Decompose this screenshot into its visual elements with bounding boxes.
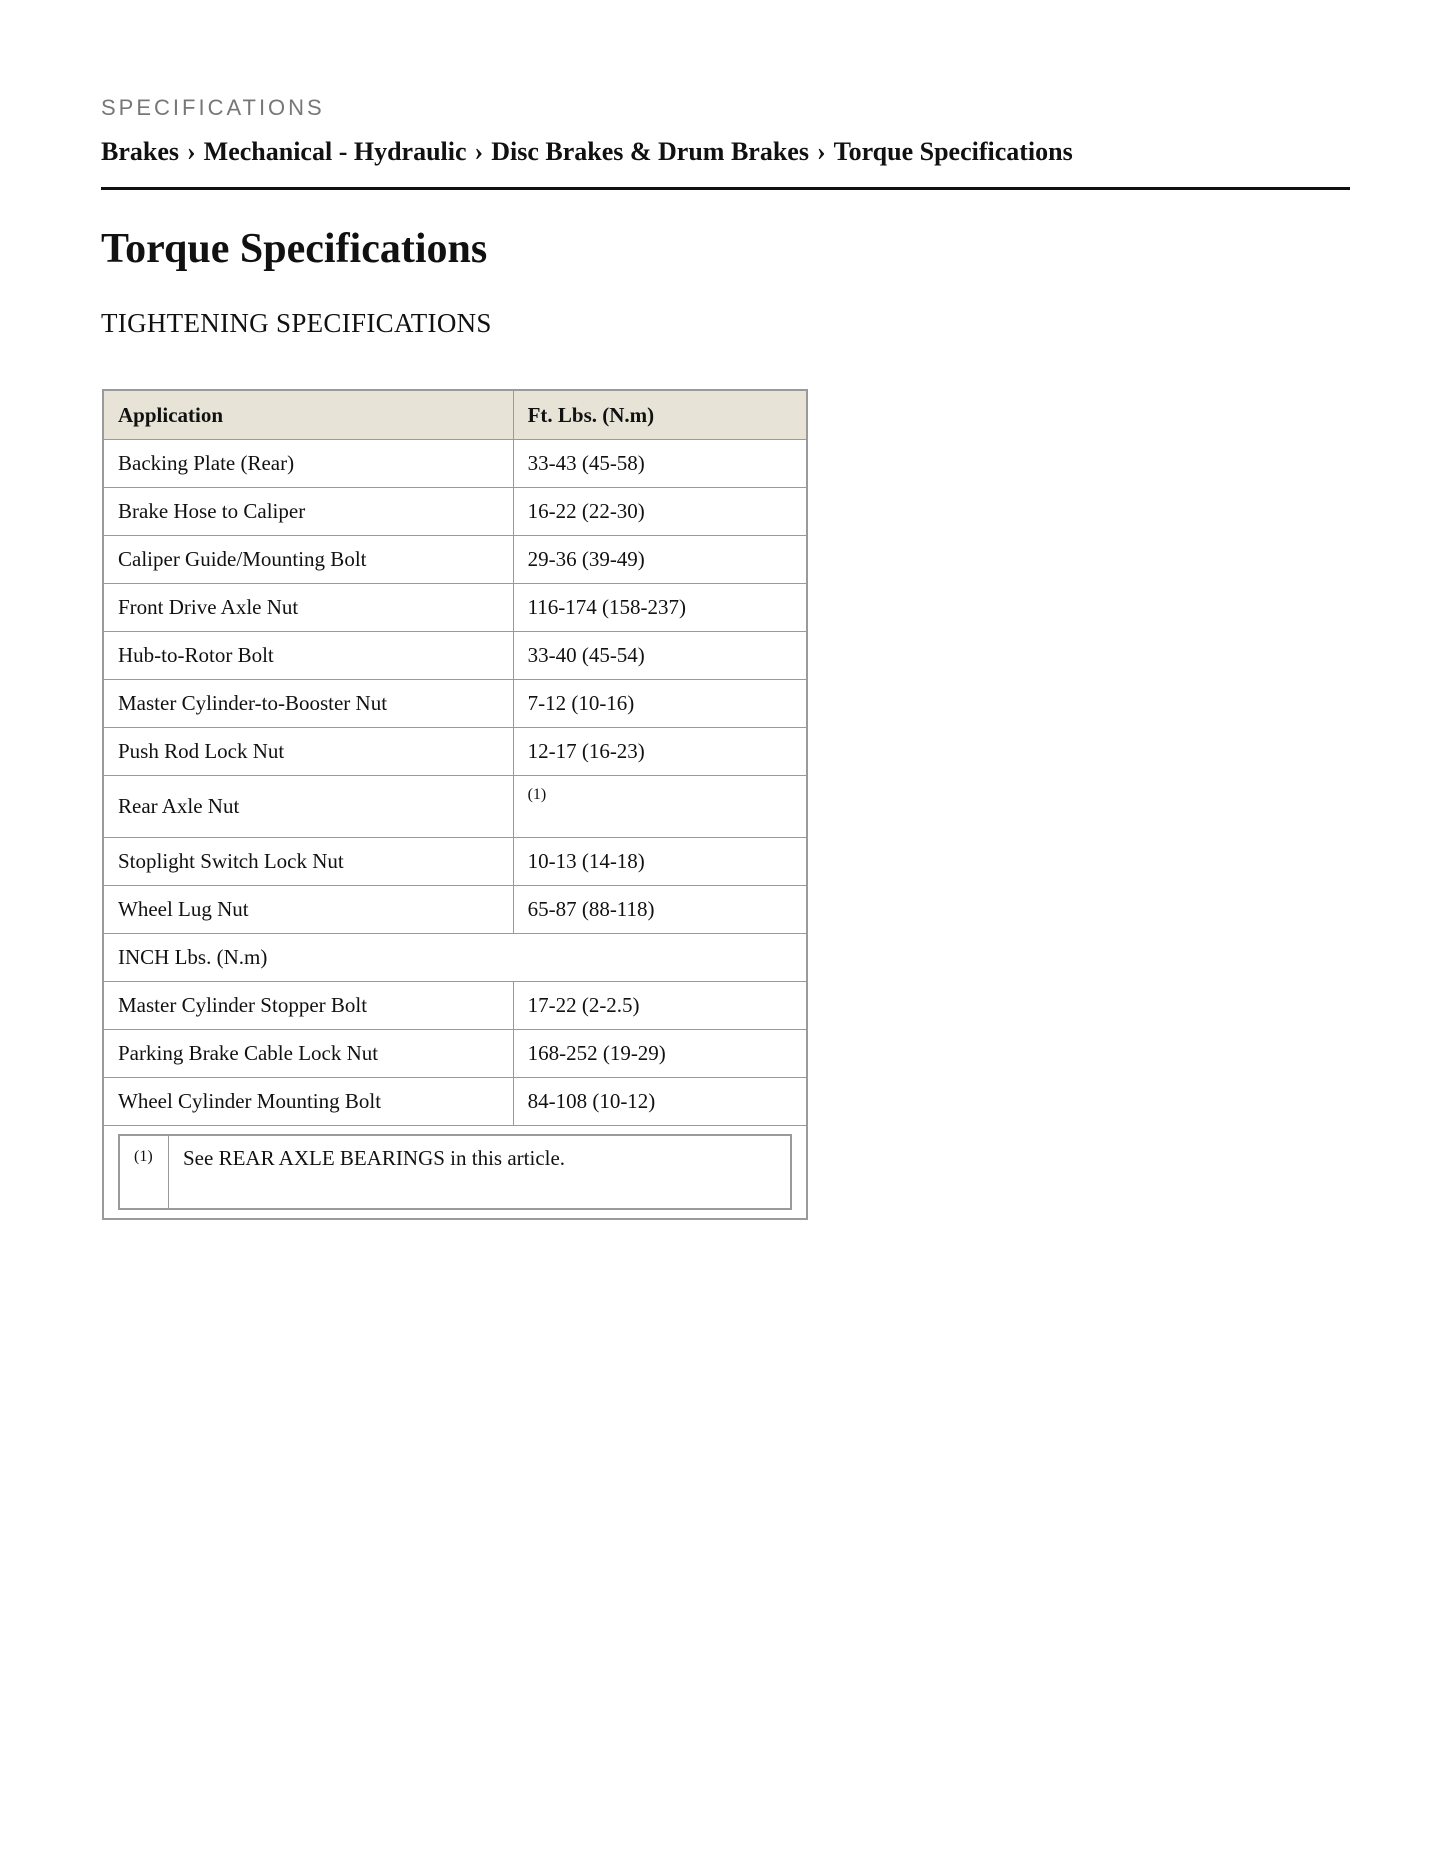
torque-spec-table [102, 389, 808, 1220]
table-row [103, 488, 807, 536]
column-header-application: Application [103, 390, 513, 440]
table-row [103, 680, 807, 728]
breadcrumb-item-mechanical-hydraulic[interactable]: Mechanical - Hydraulic [203, 137, 467, 166]
section-label: SPECIFICATIONS [101, 95, 325, 120]
table-row [103, 886, 807, 934]
table-row [103, 982, 807, 1030]
application-cell: Backing Plate (Rear) [103, 440, 513, 488]
footnote-marker: (1) [119, 1135, 169, 1209]
footnote-reference[interactable]: (1) [513, 776, 807, 838]
application-cell: Push Rod Lock Nut [103, 728, 513, 776]
breadcrumb-separator: › [474, 137, 484, 166]
header-divider [101, 187, 1350, 190]
torque-value-cell: 84-108 (10-12) [513, 1078, 807, 1126]
torque-value-cell: 10-13 (14-18) [513, 838, 807, 886]
application-cell: Parking Brake Cable Lock Nut [103, 1030, 513, 1078]
table-row [103, 776, 807, 838]
inch-lbs-heading-row [103, 934, 807, 982]
table-row [103, 1078, 807, 1126]
application-cell: Front Drive Axle Nut [103, 584, 513, 632]
torque-value-cell: 16-22 (22-30) [513, 488, 807, 536]
footnote-table [118, 1134, 792, 1210]
torque-value-cell: 33-43 (45-58) [513, 440, 807, 488]
application-cell: Wheel Lug Nut [103, 886, 513, 934]
torque-value-cell: 29-36 (39-49) [513, 536, 807, 584]
footnote-text: See REAR AXLE BEARINGS in this article. [169, 1135, 792, 1209]
application-cell: Rear Axle Nut [103, 776, 513, 838]
torque-value-cell: 65-87 (88-118) [513, 886, 807, 934]
torque-value-cell: 7-12 (10-16) [513, 680, 807, 728]
breadcrumb-item-torque-specifications[interactable]: Torque Specifications [833, 137, 1073, 166]
table-row [103, 838, 807, 886]
breadcrumb-separator: › [187, 137, 196, 166]
application-cell: Stoplight Switch Lock Nut [103, 838, 513, 886]
footnote-row [103, 1126, 807, 1220]
breadcrumb-separator: › [816, 137, 826, 166]
footnote-container [103, 1126, 807, 1220]
torque-value-cell: 17-22 (2-2.5) [513, 982, 807, 1030]
breadcrumb-item-brakes[interactable]: Brakes [101, 137, 179, 166]
torque-value-cell: 12-17 (16-23) [513, 728, 807, 776]
breadcrumb [101, 137, 1073, 167]
application-cell: Wheel Cylinder Mounting Bolt [103, 1078, 513, 1126]
application-cell: Hub-to-Rotor Bolt [103, 632, 513, 680]
application-cell: Brake Hose to Caliper [103, 488, 513, 536]
table-row [103, 632, 807, 680]
column-header-ft-lbs: Ft. Lbs. (N.m) [513, 390, 807, 440]
table-header-row [103, 390, 807, 440]
application-cell: Master Cylinder-to-Booster Nut [103, 680, 513, 728]
section-subtitle: TIGHTENING SPECIFICATIONS [101, 308, 492, 338]
table-row [103, 728, 807, 776]
torque-value-cell: 33-40 (45-54) [513, 632, 807, 680]
breadcrumb-item-disc-drum-brakes[interactable]: Disc Brakes & Drum Brakes [491, 137, 809, 166]
table-row [103, 440, 807, 488]
page-title: Torque Specifications [101, 226, 488, 272]
table-row [103, 584, 807, 632]
table-row [103, 1030, 807, 1078]
application-cell: Caliper Guide/Mounting Bolt [103, 536, 513, 584]
torque-value-cell: 116-174 (158-237) [513, 584, 807, 632]
application-cell: Master Cylinder Stopper Bolt [103, 982, 513, 1030]
table-row [103, 536, 807, 584]
inch-lbs-heading: INCH Lbs. (N.m) [103, 934, 807, 982]
torque-value-cell: 168-252 (19-29) [513, 1030, 807, 1078]
footnote-entry [119, 1135, 791, 1209]
